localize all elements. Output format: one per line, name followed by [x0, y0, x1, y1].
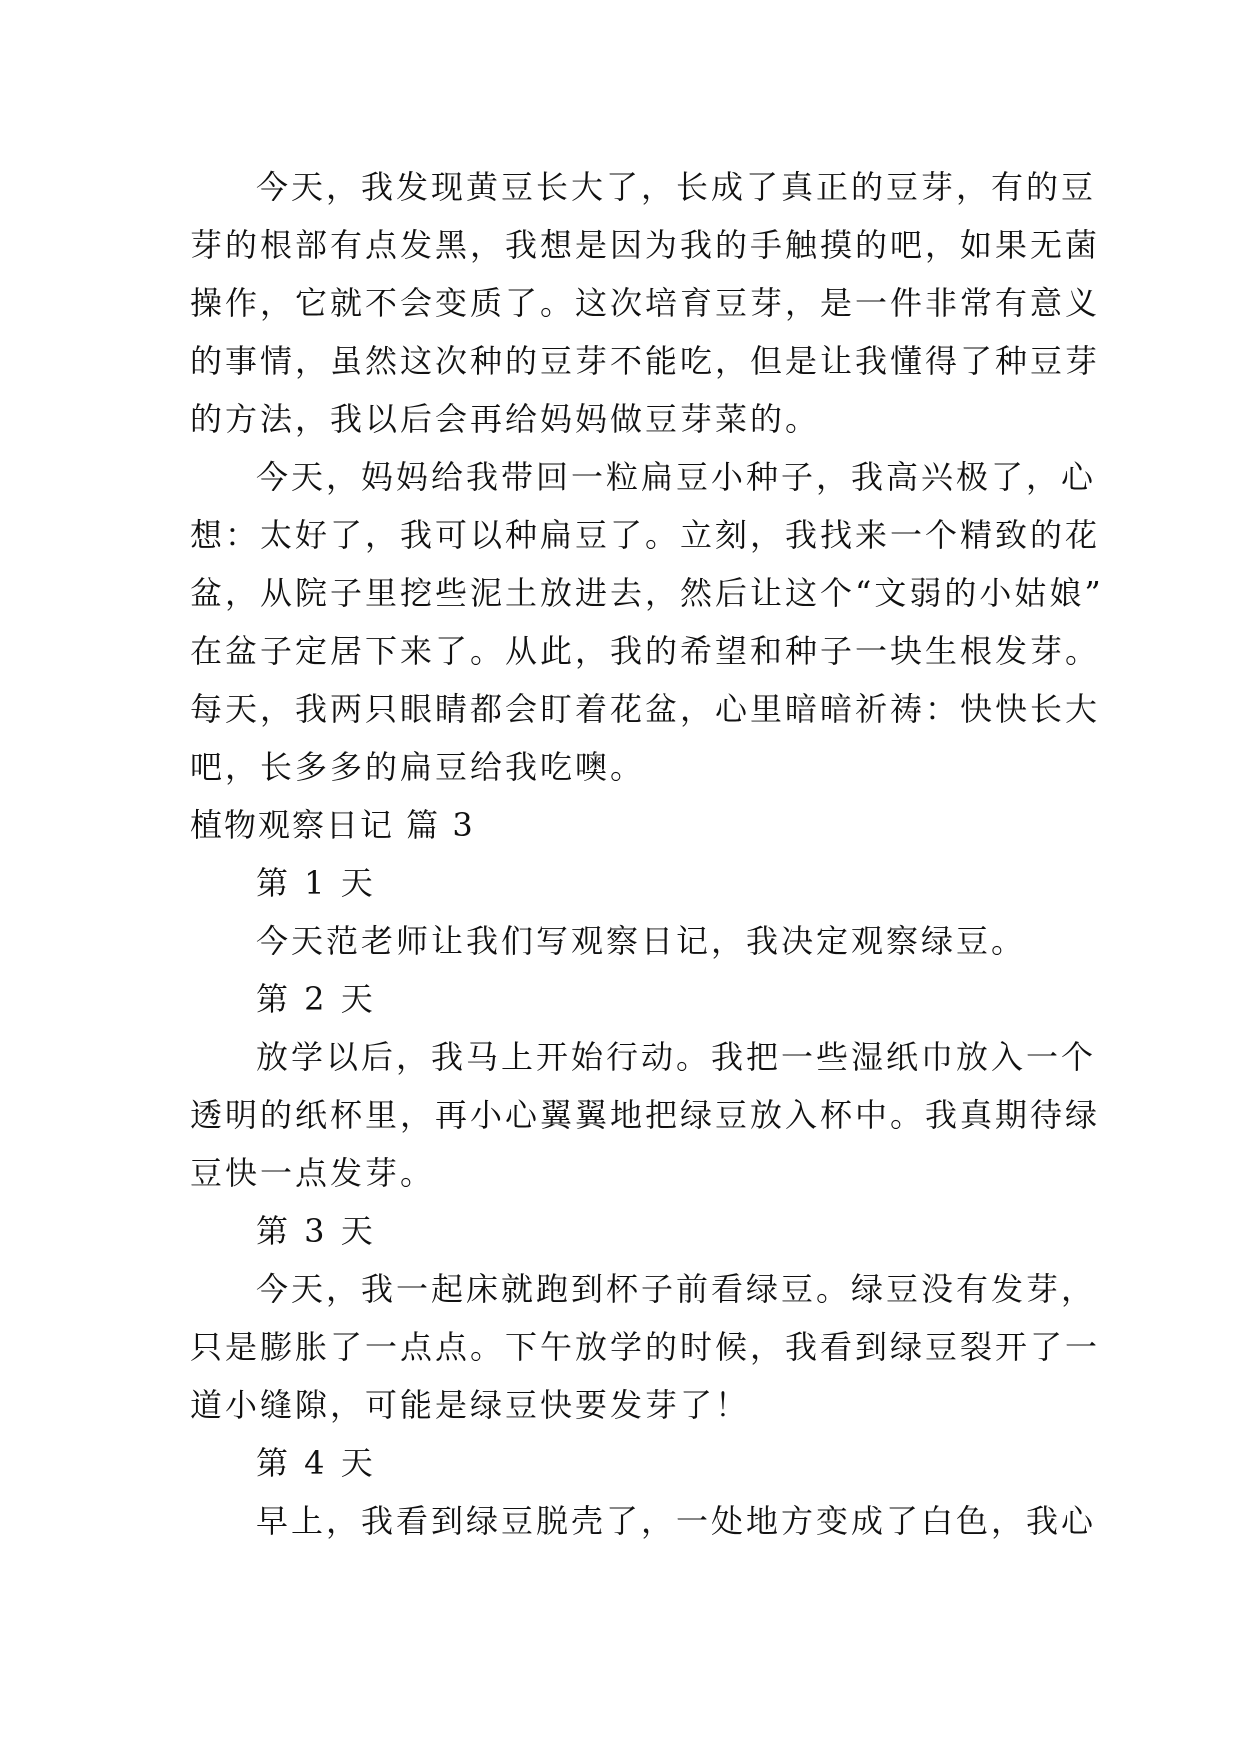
paragraph-line: 豆快一点发芽。: [190, 1154, 436, 1192]
day-heading: 第 2 天: [256, 980, 376, 1018]
day-heading: 第 4 天: [256, 1444, 376, 1482]
paragraph-line: 道小缝隙，可能是绿豆快要发芽了！: [190, 1386, 751, 1424]
section-heading: 植物观察日记 篇 3: [190, 806, 475, 844]
day-heading: 第 1 天: [256, 864, 376, 902]
paragraph-line: 透明的纸杯里，再小心翼翼地把绿豆放入杯中。我真期待绿: [190, 1096, 1101, 1134]
paragraph-line: 今天，妈妈给我带回一粒扁豆小种子，我高兴极了，心: [256, 458, 1097, 496]
paragraph-line: 在盆子定居下来了。从此，我的希望和种子一块生根发芽。: [190, 632, 1101, 670]
paragraph-line: 的事情，虽然这次种的豆芽不能吃，但是让我懂得了种豆芽: [190, 342, 1101, 380]
paragraph-line: 每天，我两只眼睛都会盯着花盆，心里暗暗祈祷：快快长大: [190, 690, 1101, 728]
paragraph-line: 只是膨胀了一点点。下午放学的时候，我看到绿豆裂开了一: [190, 1328, 1101, 1366]
day-heading: 第 3 天: [256, 1212, 376, 1250]
document-body: [190, 158, 1104, 1550]
paragraph-line: 盆，从院子里挖些泥土放进去，然后让这个“文弱的小姑娘”: [190, 574, 1104, 612]
paragraph-line: 放学以后，我马上开始行动。我把一些湿纸巾放入一个: [256, 1038, 1097, 1076]
paragraph-line: 想：太好了，我可以种扁豆了。立刻，我找来一个精致的花: [190, 516, 1101, 554]
paragraph-line: 今天范老师让我们写观察日记，我决定观察绿豆。: [256, 922, 1027, 960]
paragraph-line: 芽的根部有点发黑，我想是因为我的手触摸的吧，如果无菌: [190, 226, 1101, 264]
paragraph-line: 今天，我一起床就跑到杯子前看绿豆。绿豆没有发芽，: [256, 1270, 1097, 1308]
paragraph-line: 的方法，我以后会再给妈妈做豆芽菜的。: [190, 400, 821, 438]
paragraph-line: 今天，我发现黄豆长大了，长成了真正的豆芽，有的豆: [256, 168, 1097, 206]
paragraph-line: 操作，它就不会变质了。这次培育豆芽，是一件非常有意义: [190, 284, 1101, 322]
paragraph-line: 吧，长多多的扁豆给我吃噢。: [190, 748, 646, 786]
paragraph-line: 早上，我看到绿豆脱壳了，一处地方变成了白色，我心: [256, 1502, 1097, 1540]
